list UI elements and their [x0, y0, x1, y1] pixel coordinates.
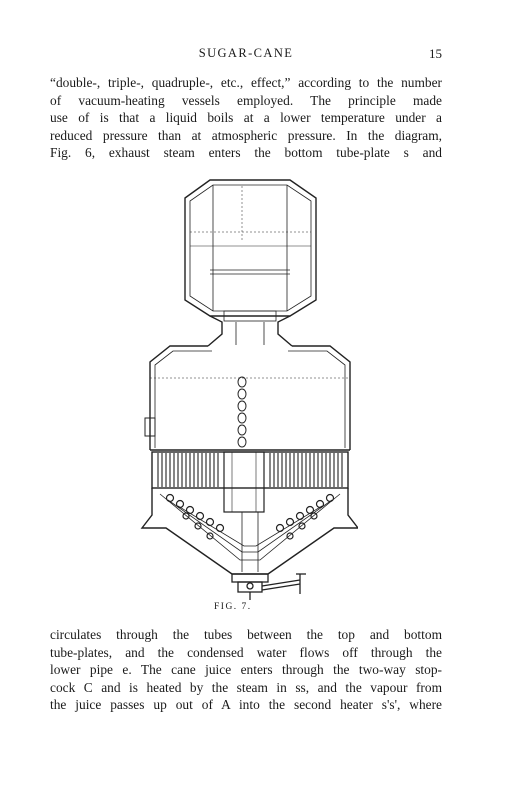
- paragraph-bottom: [50, 626, 442, 714]
- text-line: the juice passes up out of A into the second heater s's', where: [50, 697, 442, 713]
- evaporator-illustration: [138, 176, 358, 616]
- text-line: Fig. 6, exhaust steam enters the bottom tube-plate s and: [50, 145, 442, 161]
- text-line: cock C and is heated by the steam in ss, and the vapour from: [50, 679, 442, 695]
- text-line: reduced pressure than at atmospheric pressure. In the diagram,: [50, 127, 442, 143]
- paragraph-top: [50, 74, 442, 162]
- running-head: SUGAR-CANE: [198, 46, 294, 60]
- text-line: lower pipe e. The cane juice enters through the two-way stop-: [50, 662, 442, 678]
- page-header: [50, 46, 442, 64]
- text-line: use of is that a liquid boils at a lower temperature under a: [50, 110, 442, 126]
- figure-caption: FIG. 7.: [214, 602, 252, 612]
- text-line: of vacuum-heating vessels employed. The principle made: [50, 92, 442, 108]
- text-line: “double-, triple-, quadruple-, etc., effect,” according to the number: [50, 75, 442, 90]
- page-number: 15: [429, 46, 442, 61]
- text-line: tube-plates, and the condensed water flows off through the: [50, 644, 442, 660]
- text-line: circulates through the tubes between the top and bottom: [50, 627, 442, 642]
